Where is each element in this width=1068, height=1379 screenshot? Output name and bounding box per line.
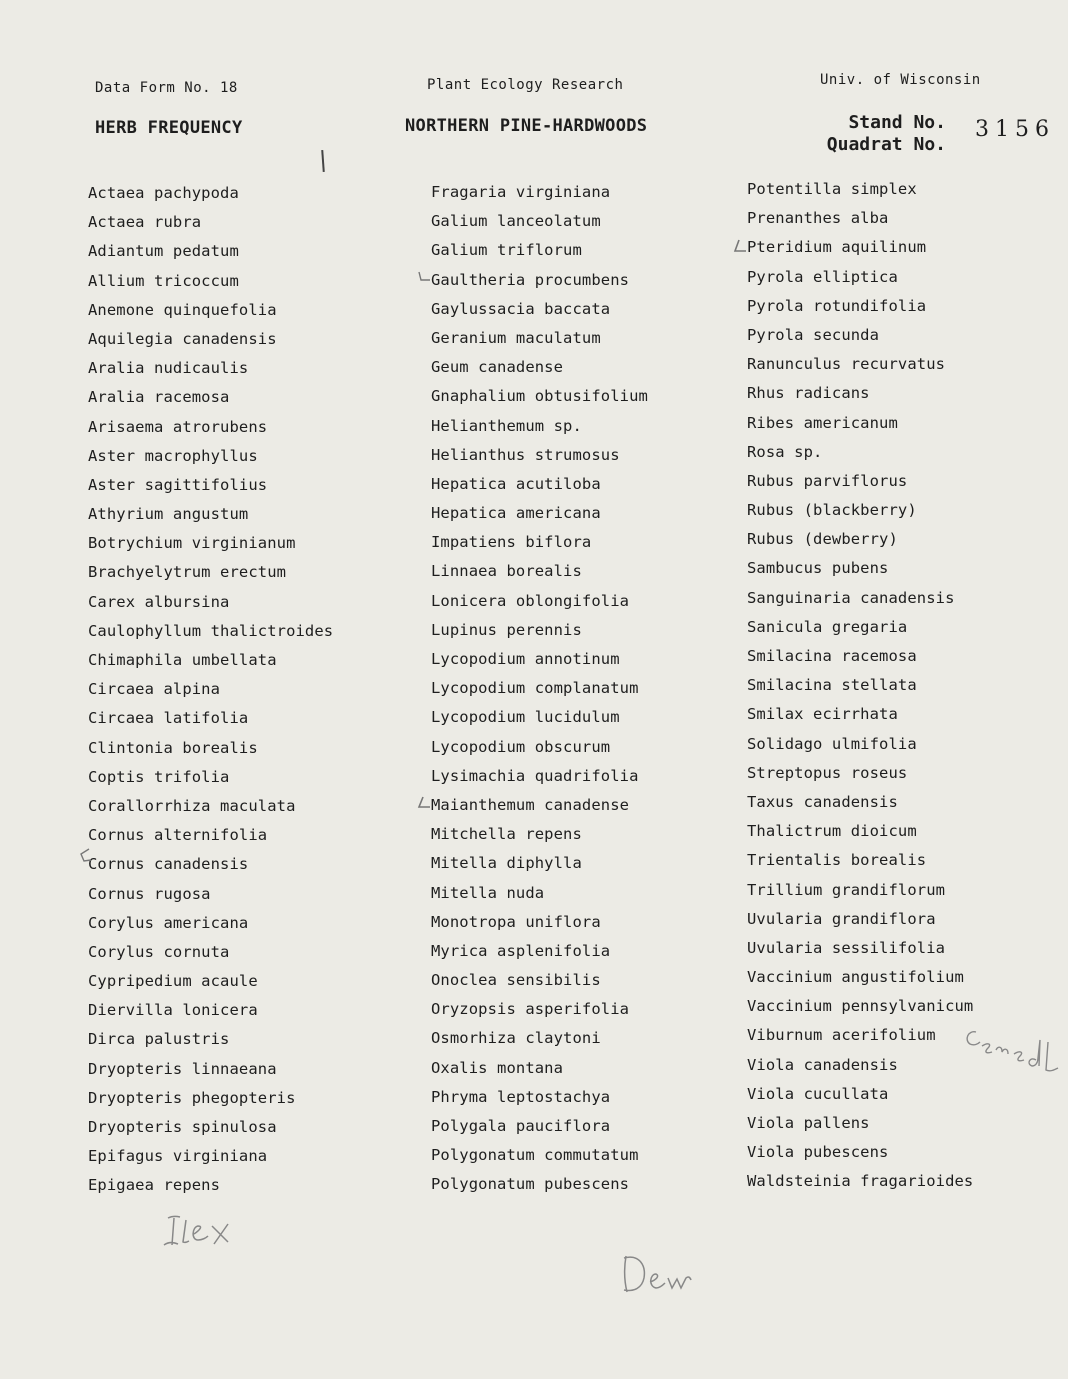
species-item: Mitella diphylla: [431, 854, 582, 873]
species-item: Cornus alternifolia: [88, 826, 268, 845]
species-item: Epigaea repens: [88, 1176, 221, 1195]
species-item: Geranium maculatum: [431, 328, 601, 347]
species-item: Aralia racemosa: [88, 388, 230, 407]
species-item: Monotropa uniflora: [431, 912, 601, 931]
species-item: Pyrola elliptica: [747, 267, 898, 286]
species-item: Chimaphila umbellata: [88, 651, 277, 669]
species-item: Polygala pauciflora: [431, 1117, 611, 1135]
species-item: Sanicula gregaria: [747, 617, 908, 636]
species-item: Rhus radicans: [747, 384, 870, 403]
species-item: Clintonia borealis: [88, 738, 258, 757]
species-item: Uvularia sessilifolia: [747, 938, 946, 957]
species-item: Hepatica acutiloba: [431, 474, 601, 493]
handwritten-note-dew: [618, 1250, 702, 1298]
species-item: Aster macrophyllus: [88, 446, 258, 465]
species-item: Lycopodium complanatum: [431, 679, 639, 698]
species-item: Thalictrum dioicum: [747, 822, 917, 841]
species-item: Athyrium angustum: [88, 505, 249, 524]
species-item: Pyrola secunda: [747, 325, 880, 344]
species-item: Lysimachia quadrifolia: [431, 766, 639, 785]
form-title: HERB FREQUENCY: [95, 118, 243, 138]
species-item: Caulophyllum thalictroides: [88, 621, 334, 640]
species-item: Mitchella repens: [431, 825, 582, 844]
species-item: Diervilla lonicera: [88, 1001, 258, 1020]
species-item: Actaea rubra: [88, 213, 202, 232]
handwritten-note-canad: [962, 1026, 1066, 1074]
species-item: Polygonatum commutatum: [431, 1146, 639, 1165]
lab-name: Plant Ecology Research: [427, 77, 624, 93]
species-item: Impatiens biflora: [431, 533, 592, 552]
species-item: Sambucus pubens: [747, 559, 889, 578]
check-mark-icon: [417, 795, 431, 809]
species-item: Pteridium aquilinum: [747, 238, 927, 257]
species-item: Trientalis borealis: [747, 851, 927, 870]
species-item: Smilacina racemosa: [747, 647, 917, 665]
stand-number-value: 3156: [975, 117, 1055, 142]
species-item: Botrychium virginianum: [88, 534, 296, 553]
species-item: Cornus rugosa: [88, 884, 211, 903]
species-item: Waldsteinia fragarioides: [747, 1172, 974, 1191]
species-item: Epifagus virginiana: [88, 1147, 268, 1166]
community-title: NORTHERN PINE-HARDWOODS: [405, 116, 648, 136]
species-item: Phryma leptostachya: [431, 1087, 611, 1106]
species-item: Brachyelytrum erectum: [88, 563, 287, 582]
species-item: Dryopteris spinulosa: [88, 1118, 277, 1136]
species-item: Viola pubescens: [747, 1143, 889, 1162]
species-item: Geum canadense: [431, 358, 564, 377]
species-item: Viola pallens: [747, 1114, 870, 1132]
species-item: Cornus canadensis: [88, 855, 249, 874]
species-item: Uvularia grandiflora: [747, 909, 936, 928]
species-item: Galium lanceolatum: [431, 212, 601, 231]
species-item: Vaccinium angustifolium: [747, 968, 964, 987]
species-column-2: [431, 178, 648, 1200]
species-item: Dryopteris phegopteris: [88, 1088, 296, 1107]
handwritten-note-ilex: [158, 1212, 248, 1252]
species-item: Carex albursina: [88, 592, 230, 611]
species-item: Sanguinaria canadensis: [747, 588, 955, 607]
species-column-3: [747, 175, 973, 1197]
species-item: Helianthus strumosus: [431, 445, 620, 464]
species-item: Cypripedium acaule: [88, 972, 258, 991]
species-item: Maianthemum canadense: [431, 795, 630, 814]
species-item: Corallorrhiza maculata: [88, 796, 296, 815]
species-item: Polygonatum pubescens: [431, 1175, 630, 1194]
species-item: Adiantum pedatum: [88, 242, 239, 261]
species-item: Potentilla simplex: [747, 180, 917, 198]
species-item: Lycopodium obscurum: [431, 737, 611, 756]
pencil-tick: [321, 150, 325, 172]
form-number: Data Form No. 18: [95, 80, 238, 96]
species-item: Aralia nudicaulis: [88, 359, 249, 378]
species-item: Myrica asplenifolia: [431, 941, 611, 960]
species-item: Smilacina stellata: [747, 676, 917, 695]
species-item: Vaccinium pennsylvanicum: [747, 997, 974, 1016]
species-item: Ribes americanum: [747, 413, 898, 432]
species-item: Mitella nuda: [431, 883, 545, 902]
species-item: Onoclea sensibilis: [431, 971, 601, 990]
species-item: Viola cucullata: [747, 1084, 889, 1103]
species-item: Taxus canadensis: [747, 792, 898, 811]
species-item: Oryzopsis asperifolia: [431, 1000, 630, 1019]
species-item: Streptopus roseus: [747, 763, 908, 782]
species-item: Lycopodium annotinum: [431, 650, 620, 668]
species-item: Circaea latifolia: [88, 709, 249, 728]
species-item: Arisaema atrorubens: [88, 417, 268, 436]
stand-number-label: Stand No.: [848, 112, 946, 133]
species-item: Rubus parviflorus: [747, 471, 908, 490]
species-item: Actaea pachypoda: [88, 184, 239, 202]
species-item: Viola canadensis: [747, 1055, 898, 1074]
species-item: Aster sagittifolius: [88, 475, 268, 494]
species-item: Dryopteris linnaeana: [88, 1059, 277, 1078]
species-item: Viburnum acerifolium: [747, 1026, 936, 1045]
species-item: Helianthemum sp.: [431, 416, 582, 435]
species-item: Trillium grandiflorum: [747, 880, 946, 899]
species-item: Gaylussacia baccata: [431, 299, 611, 318]
species-item: Rosa sp.: [747, 442, 823, 461]
species-item: Allium tricoccum: [88, 271, 239, 290]
species-item: Lycopodium lucidulum: [431, 708, 620, 727]
species-item: Oxalis montana: [431, 1058, 564, 1077]
check-mark-icon: [417, 270, 431, 284]
species-item: Corylus cornuta: [88, 942, 230, 961]
species-item: Lonicera oblongifolia: [431, 591, 630, 610]
species-item: Gaultheria procumbens: [431, 270, 630, 289]
species-item: Ranunculus recurvatus: [747, 355, 946, 374]
species-item: Rubus (blackberry): [747, 501, 917, 520]
stand-label-block: [826, 112, 946, 156]
species-column-1: [88, 179, 333, 1201]
species-item: Fragaria virginiana: [431, 183, 611, 201]
check-mark-icon: [733, 239, 747, 253]
species-item: Prenanthes alba: [747, 209, 889, 228]
species-item: Solidago ulmifolia: [747, 734, 917, 753]
species-item: Anemone quinquefolia: [88, 300, 277, 319]
quadrat-number-label: Quadrat No.: [826, 134, 946, 155]
species-item: Osmorhiza claytoni: [431, 1029, 601, 1048]
species-item: Gnaphalium obtusifolium: [431, 387, 648, 406]
species-item: Coptis trifolia: [88, 767, 230, 786]
species-item: Hepatica americana: [431, 504, 601, 523]
university-name: Univ. of Wisconsin: [820, 72, 981, 88]
species-item: Lupinus perennis: [431, 620, 582, 639]
species-item: Pyrola rotundifolia: [747, 296, 927, 315]
species-item: Rubus (dewberry): [747, 530, 898, 549]
species-item: Dirca palustris: [88, 1030, 230, 1049]
species-item: Smilax ecirrhata: [747, 705, 898, 724]
species-item: Linnaea borealis: [431, 562, 582, 581]
species-item: Aquilegia canadensis: [88, 329, 277, 348]
species-item: Corylus americana: [88, 913, 249, 932]
species-item: Galium triflorum: [431, 241, 582, 260]
species-item: Circaea alpina: [88, 680, 221, 699]
